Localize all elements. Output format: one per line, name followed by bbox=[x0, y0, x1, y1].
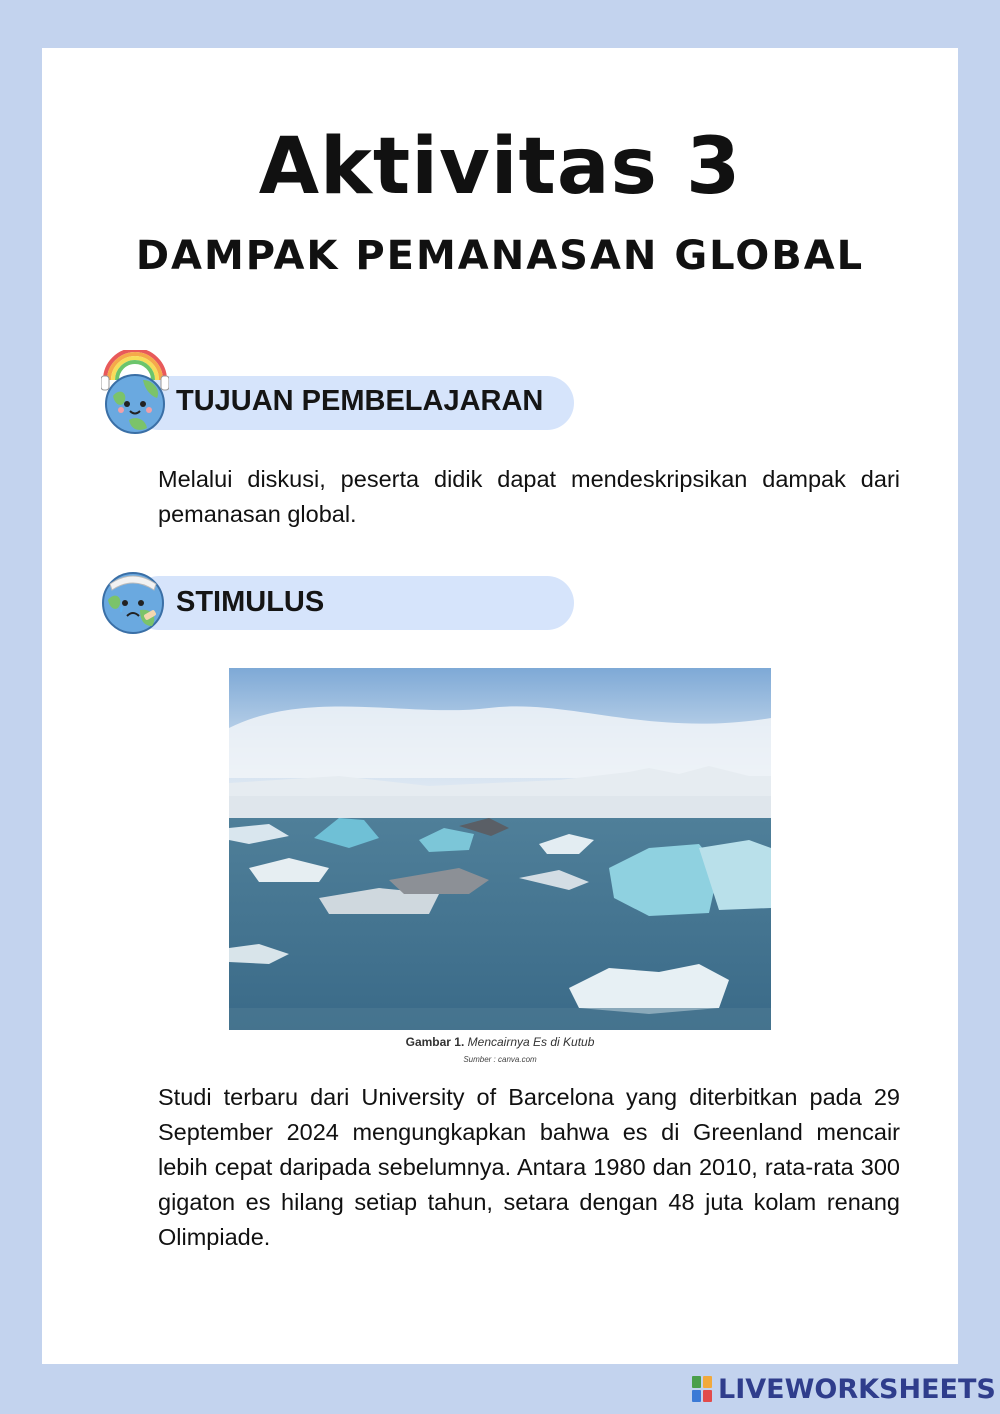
figure-source: Sumber : canva.com bbox=[463, 1055, 537, 1064]
sad-earth-bandage-icon bbox=[100, 570, 166, 636]
goal-paragraph: Melalui diskusi, peserta didik dapat mendeskripsikan dampak dari pemanasan global. bbox=[158, 466, 900, 527]
liveworksheets-logo-icon bbox=[692, 1376, 712, 1402]
liveworksheets-wordmark: LIVEWORKSHEETS bbox=[718, 1373, 996, 1405]
melting-ice-photo bbox=[229, 668, 771, 1030]
figure-caption: Gambar 1. Mencairnya Es di Kutub bbox=[405, 1035, 595, 1049]
liveworksheets-logo bbox=[692, 1373, 996, 1405]
page-title: Aktivitas 3 bbox=[258, 122, 742, 212]
happy-earth-rainbow-icon bbox=[101, 350, 169, 436]
goal-section-label: TUJUAN PEMBELAJARAN bbox=[176, 385, 544, 417]
stimulus-paragraph: Studi terbaru dari University of Barcelona yang diterbitkan pada 29 September 2024 mengungkapkan bahwa es di Greenland mencair lebih cepat daripada sebelumnya. Antara 1980 dan 2010, rata-rata 300 gigaton es hilang setiap tahun, setara dengan 48 juta kolam renang Olimpiade. bbox=[158, 1084, 900, 1250]
stimulus-section-label: STIMULUS bbox=[176, 586, 325, 618]
page-subtitle: DAMPAK PEMANASAN GLOBAL bbox=[135, 233, 865, 279]
